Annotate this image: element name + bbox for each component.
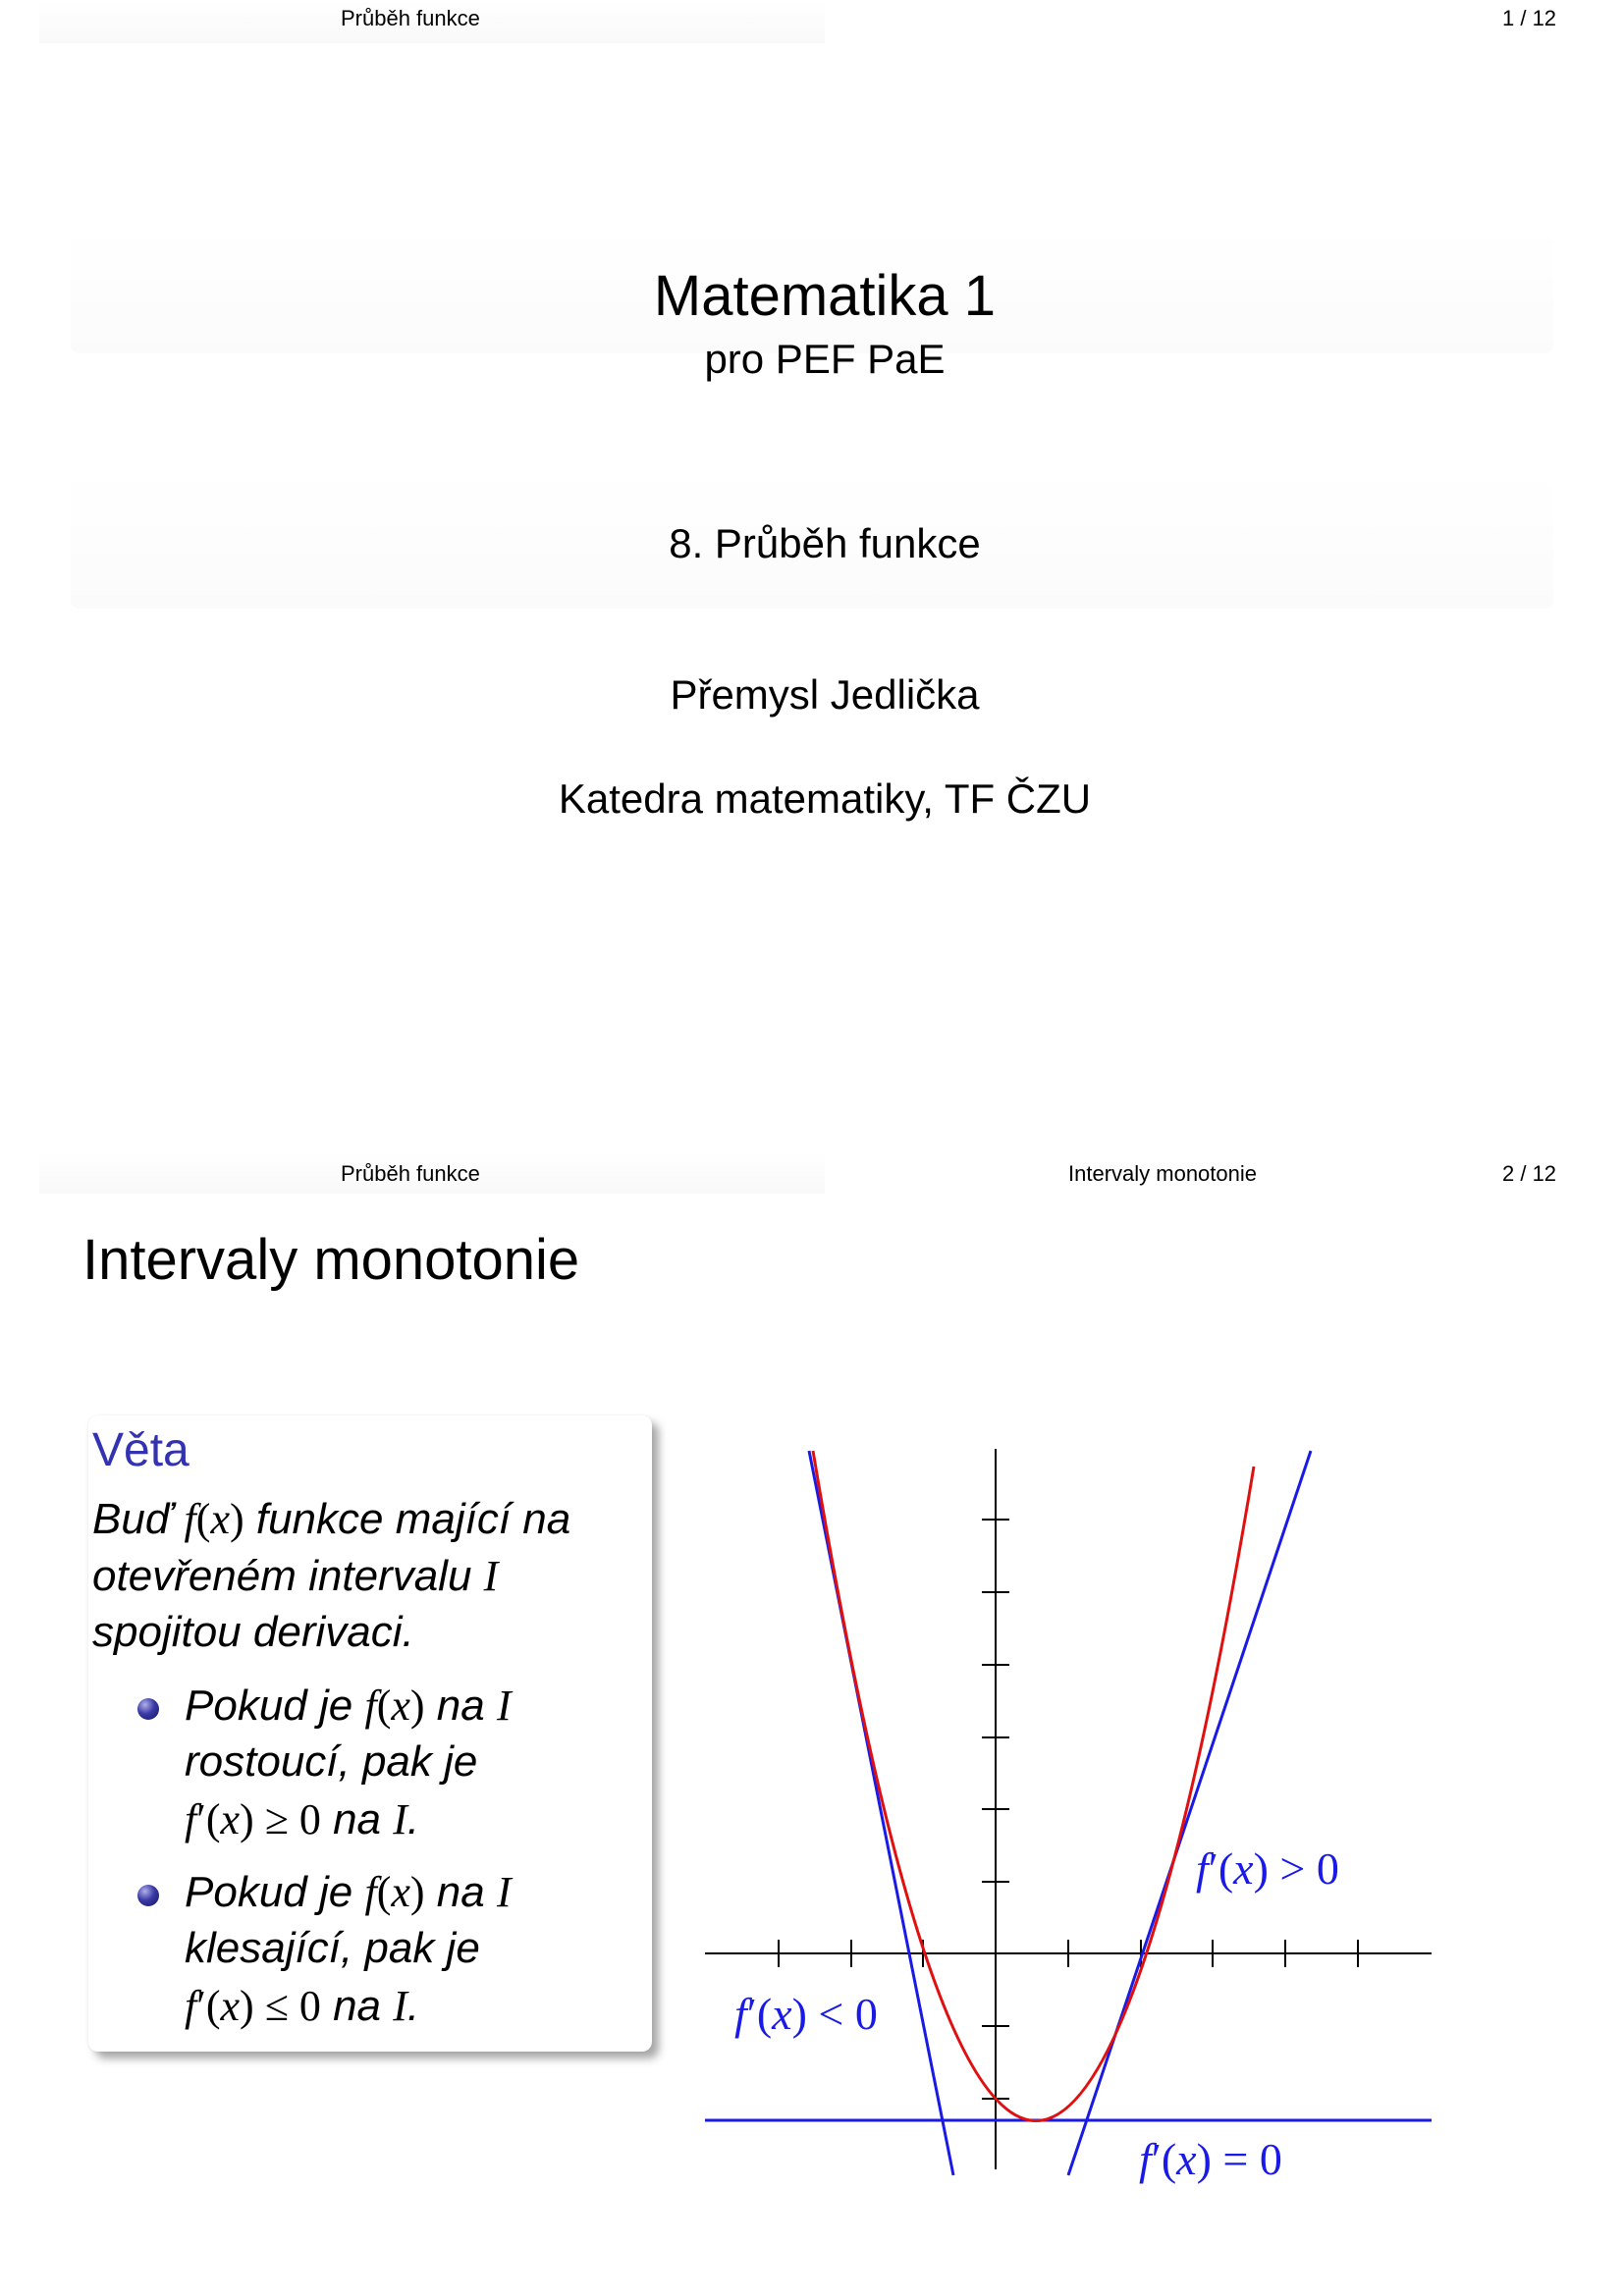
slide1-header-section: Průběh funkce (341, 6, 480, 30)
math-prime: ′ (1208, 1843, 1218, 1894)
bullet-text: Pokud je (185, 1868, 365, 1916)
bullet-text: rostoucí, pak je (185, 1737, 478, 1786)
math-paren: ( (195, 1495, 211, 1543)
tangent-lines (705, 1451, 1432, 2175)
institute-name: Katedra matematiky, TF ČZU (558, 775, 1092, 822)
bullet-text: na (320, 1795, 394, 1843)
math-interval-I: I (393, 1982, 407, 2030)
math-interval-I: I (393, 1795, 407, 1843)
math-paren: ( (756, 1989, 773, 2039)
math-relation: < 0 (806, 1989, 878, 2039)
bullet-text: na (320, 1982, 394, 2030)
math-f: f (1196, 1843, 1209, 1894)
math-f: f (184, 1495, 196, 1543)
label-derivative-positive (1196, 1842, 1339, 1895)
math-f: f (364, 1868, 377, 1916)
math-paren: ( (1218, 1843, 1234, 1894)
math-paren: ) (240, 1795, 254, 1843)
math-prime: ′ (196, 1982, 206, 2030)
math-relation: ≥ 0 (253, 1795, 321, 1843)
math-x: x (772, 1989, 792, 2039)
slide-heading: Intervaly monotonie (82, 1228, 580, 1292)
label-derivative-negative (734, 1987, 878, 2040)
math-interval-I: I (483, 1552, 499, 1600)
math-x: x (391, 1682, 410, 1730)
theorem-text: otevřeném intervalu (92, 1552, 484, 1600)
math-x: x (210, 1495, 230, 1543)
bullet-text: na (424, 1868, 497, 1916)
theorem-text: Buď (92, 1495, 185, 1543)
axes (705, 1449, 1432, 2169)
presentation-title: Matematika 1 (653, 264, 997, 328)
slide2-header-subsection: Intervaly monotonie (1068, 1161, 1257, 1186)
math-x: x (220, 1795, 241, 1843)
math-f: f (185, 1982, 197, 2030)
math-paren: ) (240, 1982, 254, 2030)
math-paren: ( (376, 1682, 392, 1730)
theorem-title: Věta (92, 1424, 189, 1476)
math-f: f (1139, 2134, 1152, 2184)
math-x: x (1233, 1843, 1254, 1894)
bullet-text: Pokud je (185, 1682, 365, 1730)
presentation-subtitle: pro PEF PaE (704, 336, 946, 382)
math-paren: ( (1161, 2134, 1177, 2184)
math-paren: ( (205, 1982, 221, 2030)
math-f: f (185, 1795, 197, 1843)
math-relation: ≤ 0 (253, 1982, 321, 2030)
math-paren: ) (791, 1989, 807, 2039)
math-prime: ′ (1151, 2134, 1162, 2184)
tangent-positive-slope (1068, 1451, 1311, 2175)
math-relation: = 0 (1211, 2134, 1282, 2184)
bullet-text: . (406, 1982, 420, 2030)
math-relation: > 0 (1268, 1843, 1339, 1894)
math-paren: ( (376, 1868, 392, 1916)
label-derivative-zero (1139, 2132, 1282, 2185)
math-interval-I: I (496, 1868, 512, 1916)
function-curve (813, 1451, 1254, 2121)
theorem-text: funkce mající na (244, 1495, 571, 1543)
math-interval-I: I (496, 1682, 512, 1730)
slide1-page-number: 1 / 12 (1502, 6, 1557, 30)
math-prime: ′ (746, 1989, 757, 2039)
bullet-text: na (424, 1682, 497, 1730)
lecture-title: 8. Průběh funkce (669, 520, 981, 566)
math-x: x (1176, 2134, 1197, 2184)
author-name: Přemysl Jedlička (670, 671, 980, 718)
math-paren: ) (409, 1868, 425, 1916)
math-prime: ′ (196, 1795, 206, 1843)
slide2-page-number: 2 / 12 (1502, 1161, 1557, 1186)
bullet-text: klesající, pak je (185, 1924, 480, 1972)
theorem-text: spojitou derivaci. (92, 1608, 414, 1656)
math-paren: ) (229, 1495, 244, 1543)
math-x: x (220, 1982, 241, 2030)
math-paren: ) (1196, 2134, 1212, 2184)
slide2-header-section: Průběh funkce (341, 1161, 480, 1186)
bullet-text: . (406, 1795, 420, 1843)
math-paren: ) (1253, 1843, 1269, 1894)
math-paren: ) (409, 1682, 425, 1730)
math-paren: ( (205, 1795, 221, 1843)
math-f: f (364, 1682, 377, 1730)
math-f: f (734, 1989, 747, 2039)
math-x: x (391, 1868, 410, 1916)
